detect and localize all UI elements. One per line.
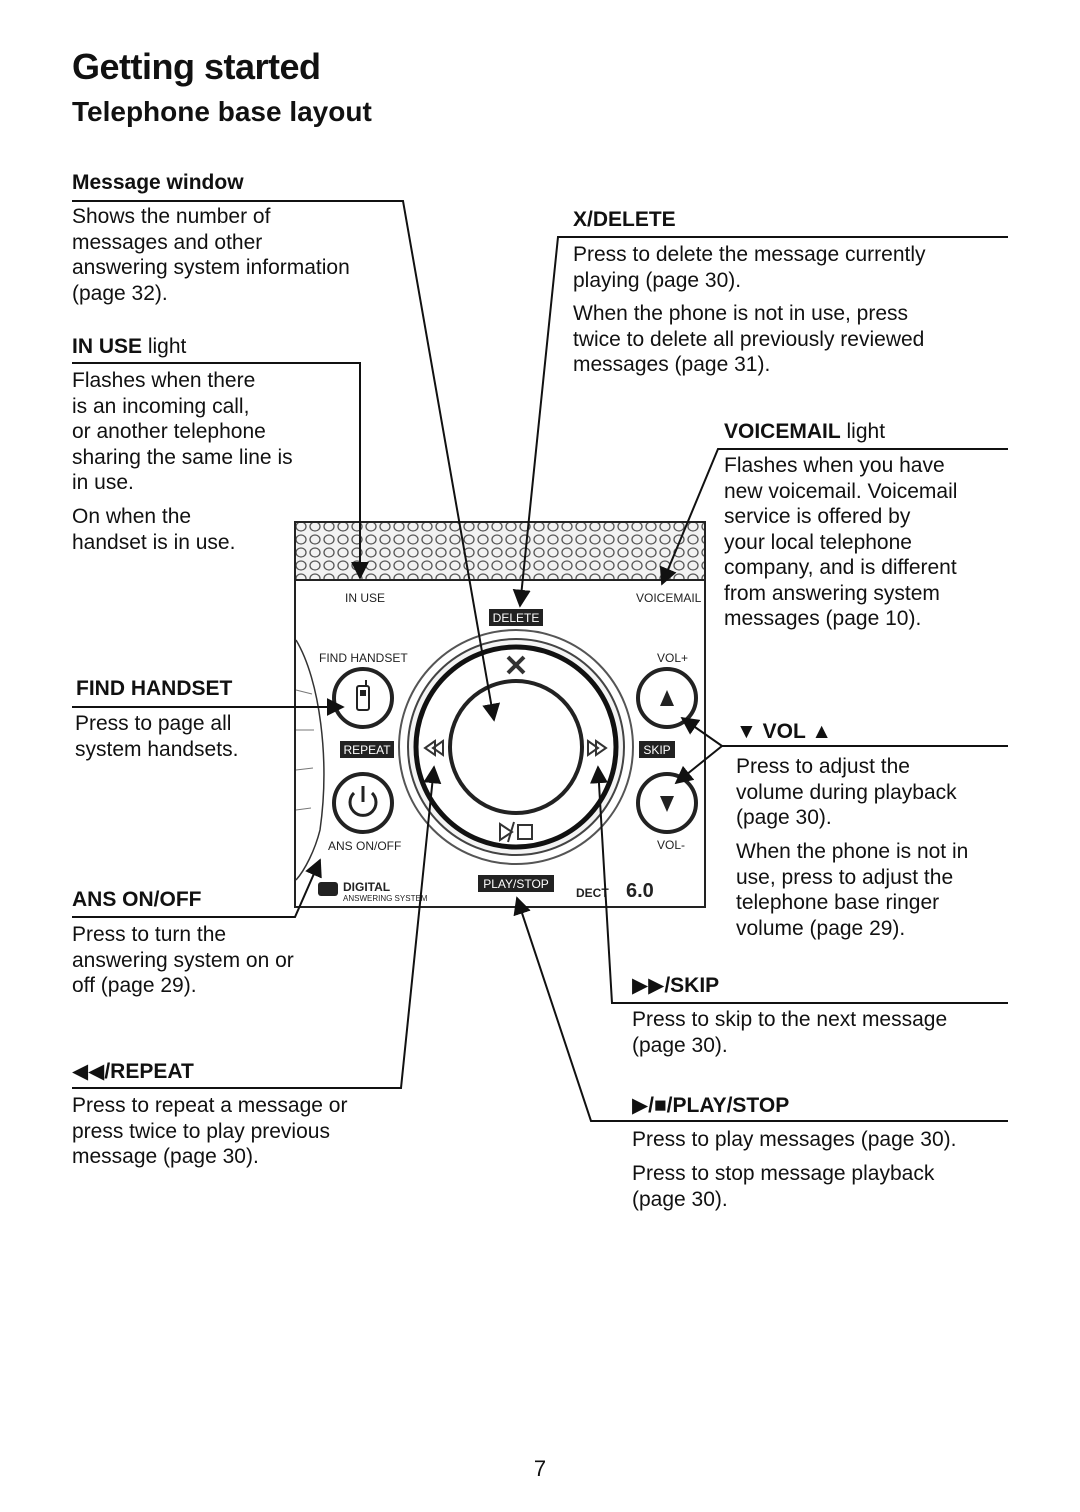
- play-stop-text-2: Press to stop message playback (page 30).: [632, 1162, 935, 1211]
- message-window: [450, 681, 582, 813]
- ans-onoff-text: Press to turn the answering system on or off (page 29).: [72, 923, 294, 997]
- device-skip-text: SKIP: [643, 743, 671, 757]
- ans-onoff-label: ANS ON/OFF: [72, 888, 202, 911]
- in-use-label: IN USE light: [72, 335, 187, 358]
- device-play-stop-text: PLAY/STOP: [483, 877, 549, 891]
- in-use-text-2: On when the handset is in use.: [72, 505, 236, 554]
- telephone-base: [295, 522, 705, 907]
- delete-text: Press to delete the message currently playing (page 30).: [573, 243, 926, 292]
- ans-onoff-button[interactable]: [334, 774, 392, 832]
- device-vol-plus-text: VOL+: [657, 651, 689, 665]
- repeat-label: ◀◀/REPEAT: [72, 1060, 194, 1083]
- device-answering-text: ANSWERING SYSTEM: [343, 894, 428, 903]
- device-dect-version-text: 6.0: [626, 880, 654, 902]
- page-subtitle: Telephone base layout: [72, 96, 372, 127]
- in-use-text: Flashes when there is an incoming call, or another telephone sharing the same line is in use.: [72, 369, 293, 494]
- play-stop-leader: [517, 898, 1008, 1121]
- device-in-use-text: IN USE: [345, 591, 386, 605]
- play-stop-label: ▶/■/PLAY/STOP: [632, 1094, 790, 1117]
- message-window-label: Message window: [72, 171, 244, 194]
- skip-label: ▶▶/SKIP: [632, 974, 720, 997]
- find-handset-button[interactable]: [334, 669, 392, 727]
- fast-forward-icon: ▶▶: [632, 974, 665, 997]
- device-ans-onoff-text: ANS ON/OFF: [328, 839, 402, 853]
- device-delete-text: DELETE: [492, 611, 540, 625]
- device-vol-minus-text: VOL-: [657, 838, 686, 852]
- find-handset-label: FIND HANDSET: [76, 677, 233, 700]
- delete-text-2: When the phone is not in use, press twice to delete all previously reviewed messages (page 31).: [573, 302, 925, 376]
- page-number: 7: [533, 1456, 547, 1481]
- device-dect-text: DECT: [576, 886, 609, 900]
- message-window-text: Shows the number of messages and other answering system information (page 32).: [72, 205, 350, 305]
- ans-onoff-leader: [72, 860, 320, 917]
- vol-text-2: When the phone is not in use, press to adjust the telephone base ringer volume (page 29).: [736, 840, 969, 940]
- rewind-icon: ◀◀: [72, 1060, 105, 1083]
- device-find-handset-text: FIND HANDSET: [319, 651, 408, 665]
- find-handset-text: Press to page all system handsets.: [75, 712, 239, 761]
- voicemail-logo-icon: [318, 882, 338, 896]
- vol-up-icon: ▲: [811, 720, 833, 743]
- page-title: Getting started: [72, 46, 321, 87]
- voicemail-leader: [662, 449, 1008, 584]
- vol-text: Press to adjust the volume during playback (page 30).: [736, 755, 957, 829]
- device-voicemail-text: VOICEMAIL: [636, 591, 702, 605]
- play-stop-icon: ▶/■: [632, 1094, 667, 1117]
- vol-up-leader: [682, 718, 1008, 746]
- vol-down-icon: ▼: [736, 720, 757, 743]
- voicemail-text: Flashes when you have new voicemail. Voicemail service is offered by your local telephone company, and is different from answering system messages (page 10).: [724, 454, 958, 630]
- repeat-text: Press to repeat a message or press twice to play previous message (page 30).: [72, 1094, 348, 1168]
- device-repeat-text: REPEAT: [343, 743, 391, 757]
- vol-label: ▼ VOL ▲: [736, 720, 833, 743]
- voicemail-label: VOICEMAIL light: [724, 420, 886, 443]
- skip-text: Press to skip to the next message (page 30).: [632, 1008, 948, 1057]
- speaker-grille: [296, 523, 704, 579]
- device-digital-text: DIGITAL: [343, 880, 391, 894]
- delete-label: X/DELETE: [573, 208, 676, 231]
- play-stop-text: Press to play messages (page 30).: [632, 1128, 957, 1151]
